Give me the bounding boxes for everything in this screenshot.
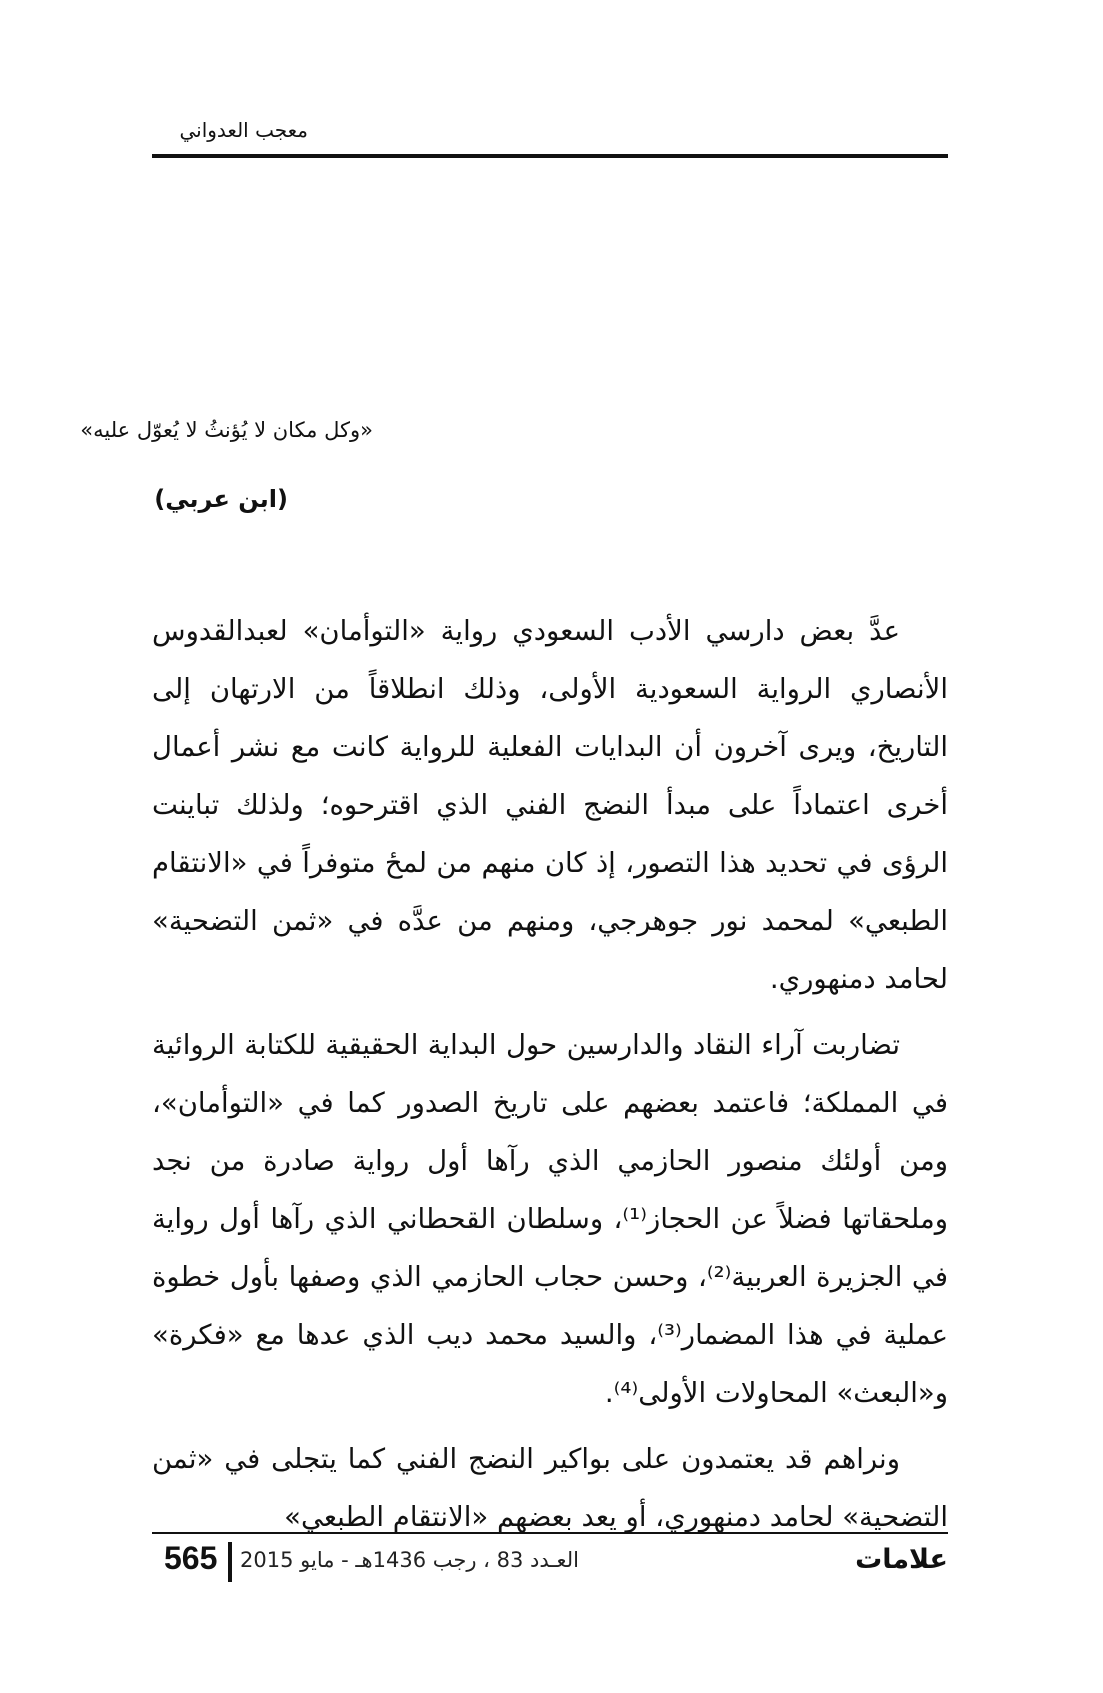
page-footer	[152, 1540, 948, 1590]
running-head: معجب العدواني	[179, 118, 308, 142]
body-text	[152, 602, 948, 1552]
epigraph-quote: «وكل مكان لا يُؤنثُ لا يُعوّل عليه»	[80, 418, 373, 442]
header-rule	[152, 154, 948, 158]
paragraph: عدَّ بعض دارسي الأدب السعودي رواية «التوأمان» لعبدالقدوس الأنصاري الرواية السعودية الأولى، وذلك انطلاقاً من الارتهان إلى التاريخ، ويرى آخرون أن البدايات الفعلية للرواية كانت مع نشر أعمال أخرى اعتماداً على مبدأ النضج الفني الذي اقترحوه؛ ولذلك تباينت الرؤى في تحديد هذا التصور، إذ كان منهم من لمحٔ متوفراً في «الانتقام الطبعي» لمحمد نور جوهرجي، ومنهم من عدَّه في «ثمن التضحية» لحامد دمنهوري.	[152, 615, 948, 995]
page-number: 565	[164, 1540, 218, 1576]
epigraph-author: (ابن عربي)	[154, 485, 288, 513]
footer-divider	[228, 1542, 232, 1582]
footer-rule	[152, 1532, 948, 1534]
paragraph: ونراهم قد يعتمدون على بواكير النضج الفني كما يتجلى في «ثمن التضحية» لحامد دمنهوري، أو يعد بعضهم «الانتقام الطبعي»	[152, 1443, 948, 1533]
issue-info: العـدد 83 ، رجب 1436هـ - مايو 2015	[240, 1548, 579, 1572]
journal-logo: علامات	[855, 1544, 948, 1575]
paragraph: تضاربت آراء النقاد والدارسين حول البداية الحقيقية للكتابة الروائية في المملكة؛ فاعتمد بعضهم على تاريخ الصدور كما في «التوأمان»، ومن أولئك منصور الحازمي الذي رآها أول رواية صادرة من نجد وملحقاتها فضلاً عن الحجاز⁽¹⁾، وسلطان القحطاني الذي رآها أول رواية في الجزيرة العربية⁽²⁾، وحسن حجاب الحازمي الذي وصفها بأول خطوة عملية في هذا المضمار⁽³⁾، والسيد محمد ديب الذي عدها مع «فكرة» و«البعث» المحاولات الأولى⁽⁴⁾.	[152, 1029, 949, 1409]
